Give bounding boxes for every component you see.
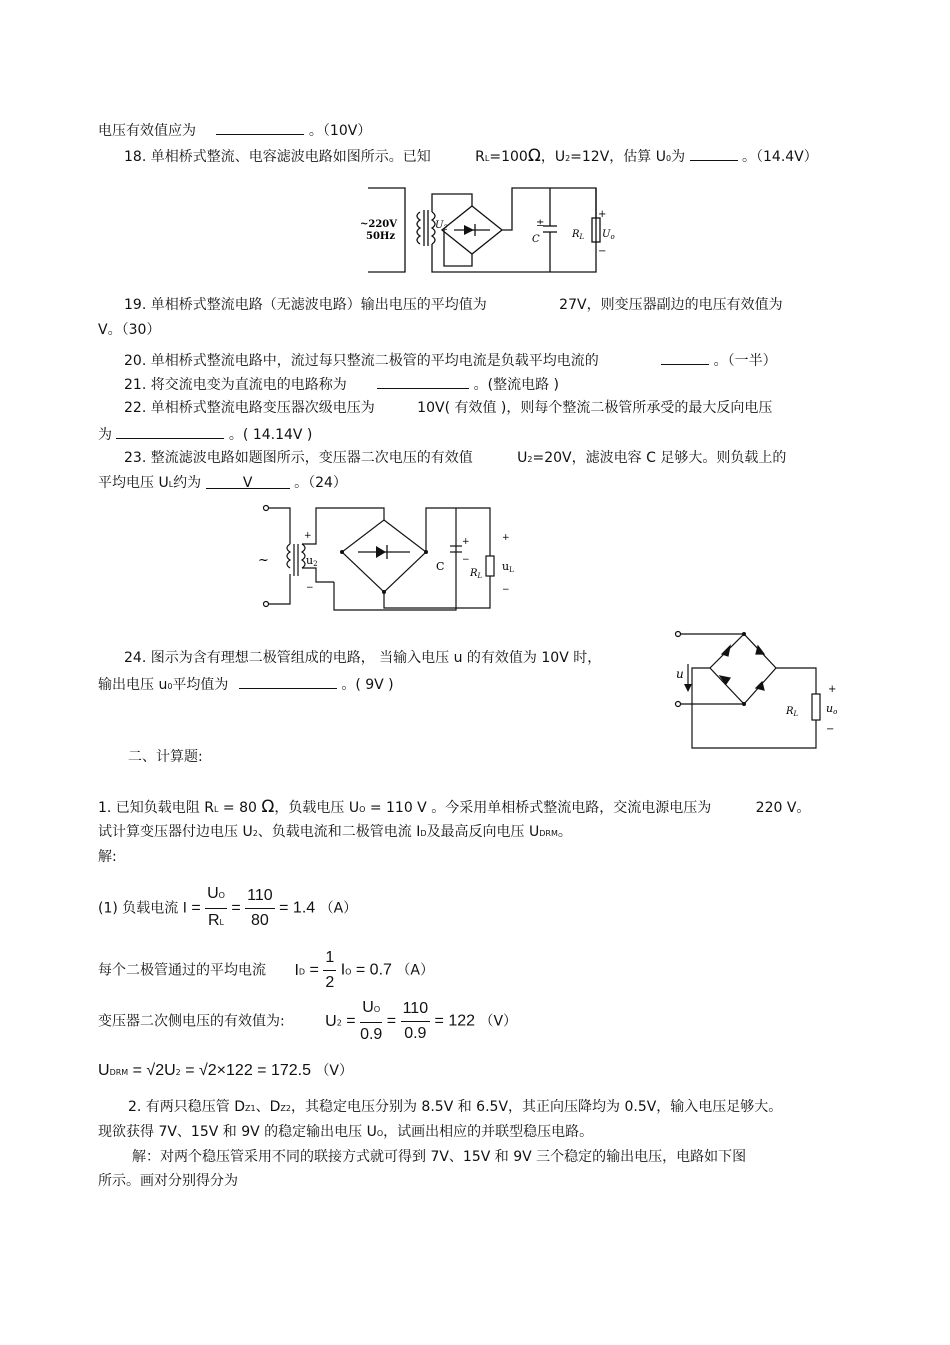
q22-line-2 <box>98 424 312 444</box>
c2-text-b: 、D <box>255 1099 281 1115</box>
formula-secondary-voltage <box>98 996 517 1047</box>
q24-blank <box>239 674 337 689</box>
q21-answer: 。(整流电路 ) <box>473 377 559 393</box>
c1-text-d: = 110 V 。今采用单相桥式整流电路，交流电源电压为 <box>365 800 712 816</box>
f1-unit: （A） <box>319 900 358 917</box>
f4-eq-1: = <box>128 1062 147 1079</box>
q18-blank <box>690 146 738 161</box>
q19-text-b: 27V，则变压器副边的电压有效值为 <box>559 297 783 313</box>
f2-result: = 0.7 <box>351 961 392 979</box>
c2-line-2 <box>98 1123 593 1143</box>
q24-answer: 。( 9V ) <box>341 677 394 693</box>
q19-answer: V。（30） <box>98 322 161 338</box>
q18-line <box>124 146 818 168</box>
jie-text: 解: <box>98 849 117 865</box>
fig1-uo-label: $U_o$ <box>602 229 615 241</box>
q23-u2-sub: 2 <box>527 455 533 464</box>
fig2-plus-1: + <box>304 531 312 541</box>
f3-result: = 122 <box>434 1012 476 1030</box>
q18-r: R <box>475 149 485 165</box>
c2-text-g: 所示。画对分别得分为 <box>98 1173 238 1189</box>
f2-den: 2 <box>325 974 335 991</box>
q23-ul-sub: L <box>168 480 174 489</box>
q20-answer: 。（一半） <box>713 353 777 369</box>
c1-id-sub: D <box>420 829 427 838</box>
f2-io: I <box>340 961 346 979</box>
c1-uo-sub: O <box>359 805 366 814</box>
q22-text-a: 22. 单相桥式整流电路变压器次级电压为 <box>124 400 375 416</box>
fig1-u2-label: $U_2$ <box>435 220 448 232</box>
q24-u0-sub: 0 <box>167 682 173 691</box>
c2-text-c: ，其稳定电压分别为 8.5V 和 6.5V，其正向压降均为 0.5V，输入电压足够大。 <box>290 1099 783 1115</box>
q17-tail-line <box>98 120 371 140</box>
bridge-rectifier-figure-2 <box>250 498 530 616</box>
c1-text-h: 及最高反向电压 U <box>426 824 540 840</box>
q17-answer: 。（10V） <box>308 123 372 139</box>
fig2-cap-label: C <box>436 560 445 573</box>
fig1-rl-label: $R_L$ <box>572 229 585 241</box>
c2-text-d: 现欲获得 7V、15V 和 9V 的稳定输出电压 U <box>98 1124 377 1140</box>
f1-eq-1: = <box>186 899 206 917</box>
f2-i: I <box>294 961 299 979</box>
f3-frac-2 <box>401 997 431 1046</box>
section-calc-title-text: 二、计算题: <box>128 749 203 765</box>
q18-u2: ，U <box>540 149 566 165</box>
c2-line-1 <box>128 1098 782 1118</box>
fig3-minus: − <box>826 724 835 735</box>
f1-den1-sub: L <box>219 918 225 927</box>
f1-frac-1 <box>205 882 227 935</box>
f4-unit: （V） <box>315 1063 354 1079</box>
c2-dz1-sub: Z1 <box>245 1104 256 1113</box>
c1-text-a: 1. 已知负载电阻 R <box>98 800 214 816</box>
fig2-rl-label: $R_L$ <box>470 568 483 580</box>
q22-blank <box>116 424 224 439</box>
q23-blank-unit: V <box>242 475 253 491</box>
fig3-rl-label: $R_L$ <box>786 706 799 718</box>
f3-label: 变压器二次侧电压的有效值为: <box>98 1013 285 1030</box>
f1-num1-sub: O <box>218 891 225 900</box>
f4-u2-sub: 2 <box>175 1068 181 1077</box>
q23-u2: U <box>517 450 528 466</box>
fig3-uo-label: uo <box>826 702 838 716</box>
c1-text-c: ，负载电压 U <box>274 800 360 816</box>
q23-text-a: 23. 整流滤波电路如题图所示，变压器二次电压的有效值 <box>124 450 473 466</box>
formula-load-current <box>98 882 357 935</box>
q18-text-a: 18. 单相桥式整流、电容滤波电路如图所示。已知 <box>124 149 431 165</box>
f3-eq-1: = <box>346 1012 361 1030</box>
c1-line-1 <box>98 798 810 819</box>
c1-text-e: 220 V。 <box>755 800 811 816</box>
f3-den2: 0.9 <box>404 1025 427 1042</box>
f3-eq-2: = <box>386 1012 401 1030</box>
q18-r-sub: L <box>484 154 490 163</box>
c1-text-i: 。 <box>557 824 572 840</box>
f3-num1: U <box>362 999 374 1016</box>
c1-rl-sub: L <box>214 805 219 814</box>
q23-line-2 <box>98 474 347 494</box>
bridge-rectifier-figure-3 <box>668 622 858 754</box>
q19-line-2 <box>98 321 160 339</box>
f1-num1: U <box>207 885 219 902</box>
formula-max-reverse-voltage <box>98 1062 353 1082</box>
q24-text-c: 平均值为 <box>172 677 229 693</box>
fig1-source-frequency: 50Hz <box>366 231 396 242</box>
fig2-cap-plus: + <box>462 537 470 547</box>
q21-text: 21. 将交流电变为直流电的电路称为 <box>124 377 347 393</box>
fig2-plus-2: + <box>502 533 510 543</box>
q23-blank <box>206 474 290 489</box>
q21-blank <box>377 374 469 389</box>
q24-text-a: 24. 图示为含有理想二极管组成的电路， 当输入电压 u 的有效值为 10V 时， <box>124 650 602 666</box>
f3-u-sub: 2 <box>336 1018 342 1028</box>
f3-unit: （V） <box>479 1013 518 1030</box>
f2-frac <box>323 946 336 995</box>
f2-i-sub: D <box>298 967 306 977</box>
c2-text-e: ，试画出相应的并联型稳压电路。 <box>383 1124 594 1140</box>
q22-wei: 为 <box>98 427 112 443</box>
c1-text-g: 、负载电流和二极管电流 I <box>257 824 421 840</box>
f1-den1: R <box>208 912 220 929</box>
f2-unit: （A） <box>396 962 434 979</box>
f3-frac-1 <box>360 996 382 1047</box>
fig1-source-voltage: ~220V <box>360 219 398 230</box>
q23-answer: 。（24） <box>294 475 347 491</box>
jie-line <box>98 848 117 866</box>
q19-line <box>124 296 783 314</box>
c2-text-f: 解：对两个稳压管采用不同的联接方式就可得到 7V、15V 和 9V 三个稳定的输出电压，电路如下图 <box>132 1149 747 1165</box>
q22-answer: 。( 14.14V ) <box>228 427 313 443</box>
q21-line <box>124 374 559 394</box>
f3-num1-sub: O <box>373 1005 381 1014</box>
c2-text-a: 2. 有两只稳压管 D <box>128 1099 246 1115</box>
f1-label: (1) 负载电流 I <box>98 900 187 917</box>
q17-blank <box>216 120 304 135</box>
c1-text-f: 试计算变压器付边电压 U <box>98 824 253 840</box>
f1-den2: 80 <box>251 912 269 929</box>
q18-u2-sub: 2 <box>565 154 571 163</box>
fig2-minus-1: − <box>306 583 314 593</box>
f4-sqrt2: √2 <box>198 1062 217 1079</box>
fig2-minus-2: − <box>502 585 510 595</box>
q18-u0: =12V，估算 U <box>570 149 666 165</box>
fig2-ul-label: uL <box>502 560 514 574</box>
q23-line <box>124 449 786 469</box>
bridge-rectifier-figure-1 <box>340 182 620 282</box>
q18-u0-sub: 0 <box>666 154 672 163</box>
q20-blank <box>661 350 709 365</box>
f3-den1: 0.9 <box>360 1026 383 1043</box>
q19-text-a: 19. 单相桥式整流电路（无滤波电路）输出电压的平均值为 <box>124 297 487 313</box>
f1-result: = 1.4 <box>279 899 316 917</box>
f4-u: U <box>98 1062 110 1079</box>
c1-rl-val: = 80 <box>218 800 262 816</box>
fig1-plus: + <box>598 209 607 220</box>
formula-diode-current <box>98 946 434 995</box>
f2-eq: = <box>309 961 324 979</box>
q20-text: 20. 单相桥式整流电路中，流过每只整流二极管的平均电流是负载平均电流的 <box>124 353 599 369</box>
fig1-cap-plus: ± <box>536 218 545 229</box>
c1-omega: Ω <box>261 797 275 817</box>
q23-text-c: =20V，滤波电容 C 足够大。则负载上的 <box>532 450 787 466</box>
q18-wei: 为 <box>671 149 686 165</box>
f3-num2: 110 <box>401 997 431 1022</box>
section-calc-title <box>128 748 203 766</box>
c1-u2-sub: 2 <box>252 829 258 838</box>
q18-omega: Ω <box>527 146 541 166</box>
f1-frac-2 <box>245 884 275 933</box>
c1-line-2 <box>98 823 572 843</box>
fig2-cap-minus: − <box>462 555 470 565</box>
q18-r-val: =100 <box>489 149 528 165</box>
f2-io-sub: O <box>345 967 352 977</box>
q17-text: 电压有效值应为 <box>98 123 196 139</box>
q24-text-b: 输出电压 u <box>98 677 168 693</box>
f1-eq-2: = <box>231 899 246 917</box>
f2-num: 1 <box>323 946 336 971</box>
f4-sqrt-u2: √2U <box>146 1062 176 1079</box>
f3-u: U <box>325 1012 337 1030</box>
q24-line-2 <box>98 674 394 696</box>
f4-u-sub: DRM <box>109 1068 129 1077</box>
fig1-cap-label: C <box>532 234 540 245</box>
c2-line-4 <box>98 1172 238 1190</box>
fig1-minus: − <box>598 246 607 257</box>
fig3-u-label: u <box>676 667 684 681</box>
c1-udrm-sub: DRM <box>539 829 558 838</box>
f1-num2: 110 <box>245 884 275 909</box>
q22-text-b: 10V( 有效值 )，则每个整流二极管所承受的最大反向电压 <box>417 400 773 416</box>
c2-uo-sub: O <box>376 1129 384 1138</box>
fig3-plus: + <box>828 684 837 695</box>
q23-text-d: 平均电压 U <box>98 475 169 491</box>
f2-label: 每个二极管通过的平均电流 <box>98 962 266 979</box>
q22-line <box>124 399 772 417</box>
f4-eq-2: = <box>180 1062 199 1079</box>
q23-yuewei: 约为 <box>173 475 202 491</box>
c2-dz2-sub: Z2 <box>280 1104 291 1113</box>
q24-line <box>124 649 601 667</box>
fig2-source-symbol: ~ <box>258 553 269 568</box>
f4-result: ×122 = 172.5 <box>216 1062 311 1079</box>
fig2-u2-label: u2 <box>306 554 318 568</box>
c2-line-3 <box>132 1148 746 1166</box>
q20-line <box>124 350 777 370</box>
q18-answer: 。（14.4V） <box>742 149 818 165</box>
